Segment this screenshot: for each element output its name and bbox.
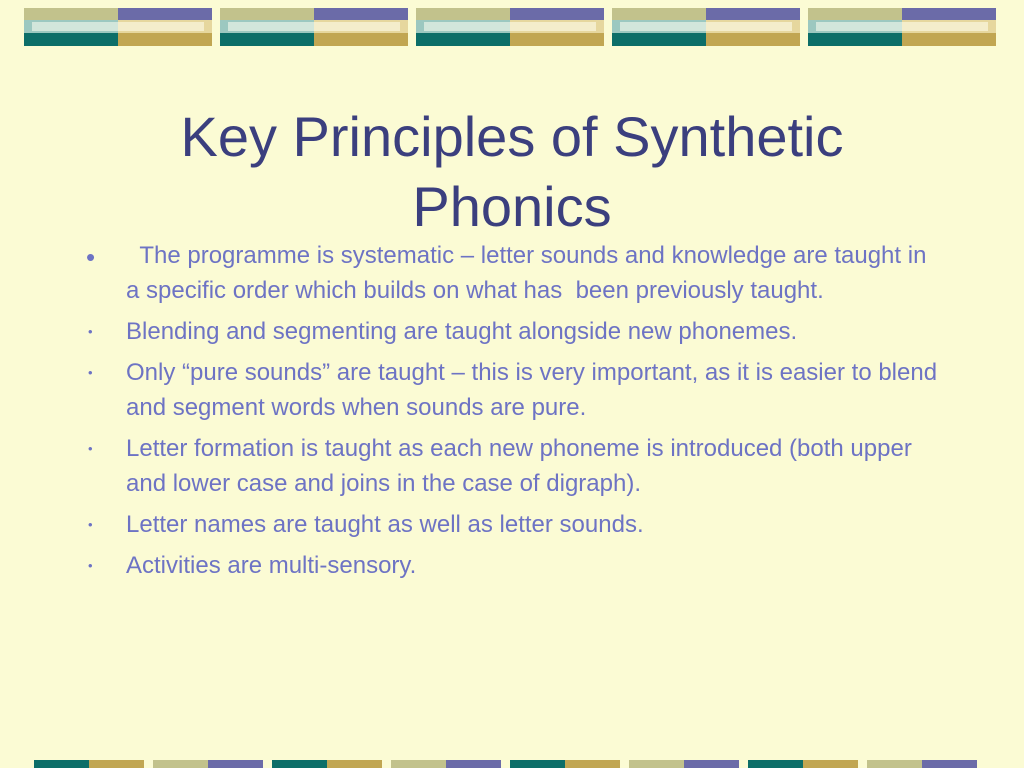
decorative-block: [808, 8, 996, 46]
bullet-text: Only “pure sounds” are taught – this is very important, as it is easier to blend and segment words when sounds are pure.: [126, 359, 938, 421]
bullet-item: [82, 314, 942, 349]
top-decorative-banner: [0, 0, 1024, 50]
slide-title: [60, 102, 964, 242]
bullet-text: Letter names are taught as well as letter sounds.: [126, 511, 644, 538]
bullet-icon: •: [88, 517, 93, 532]
bullet-icon: •: [88, 558, 93, 573]
bullet-text: Activities are multi-sensory.: [126, 552, 417, 579]
bottom-decorative-banner: [0, 758, 1024, 768]
decorative-segment: [153, 760, 263, 768]
decorative-segment: [34, 760, 144, 768]
decorative-segment: [867, 760, 977, 768]
slide-title-line-2: Phonics: [412, 174, 612, 238]
decorative-block: [416, 8, 604, 46]
bullet-text: Blending and segmenting are taught alongside new phonemes.: [126, 318, 798, 345]
bullet-item: [82, 431, 942, 501]
decorative-block: [24, 8, 212, 46]
decorative-block: [612, 8, 800, 46]
decorative-block: [220, 8, 408, 46]
bullet-item: [82, 548, 942, 583]
decorative-segment: [629, 760, 739, 768]
slide-title-line-1: Key Principles of Synthetic: [180, 104, 844, 168]
bullet-icon: •: [88, 365, 93, 380]
decorative-segment: [391, 760, 501, 768]
bullet-item: [82, 507, 942, 542]
decorative-segment: [510, 760, 620, 768]
decorative-segment: [272, 760, 382, 768]
bullet-list: [82, 238, 942, 589]
bullet-item: [82, 355, 942, 425]
bullet-icon: •: [88, 441, 93, 456]
decorative-segment: [748, 760, 858, 768]
bullet-text: Letter formation is taught as each new phoneme is introduced (both upper and lower case and joins in the case of digraph).: [126, 435, 912, 497]
bullet-icon: •: [86, 242, 96, 272]
bullet-icon: •: [88, 324, 93, 339]
bullet-item: [82, 238, 942, 308]
bullet-text: The programme is systematic – letter sounds and knowledge are taught in a specific order which builds on what has been previously taught.: [126, 242, 934, 304]
